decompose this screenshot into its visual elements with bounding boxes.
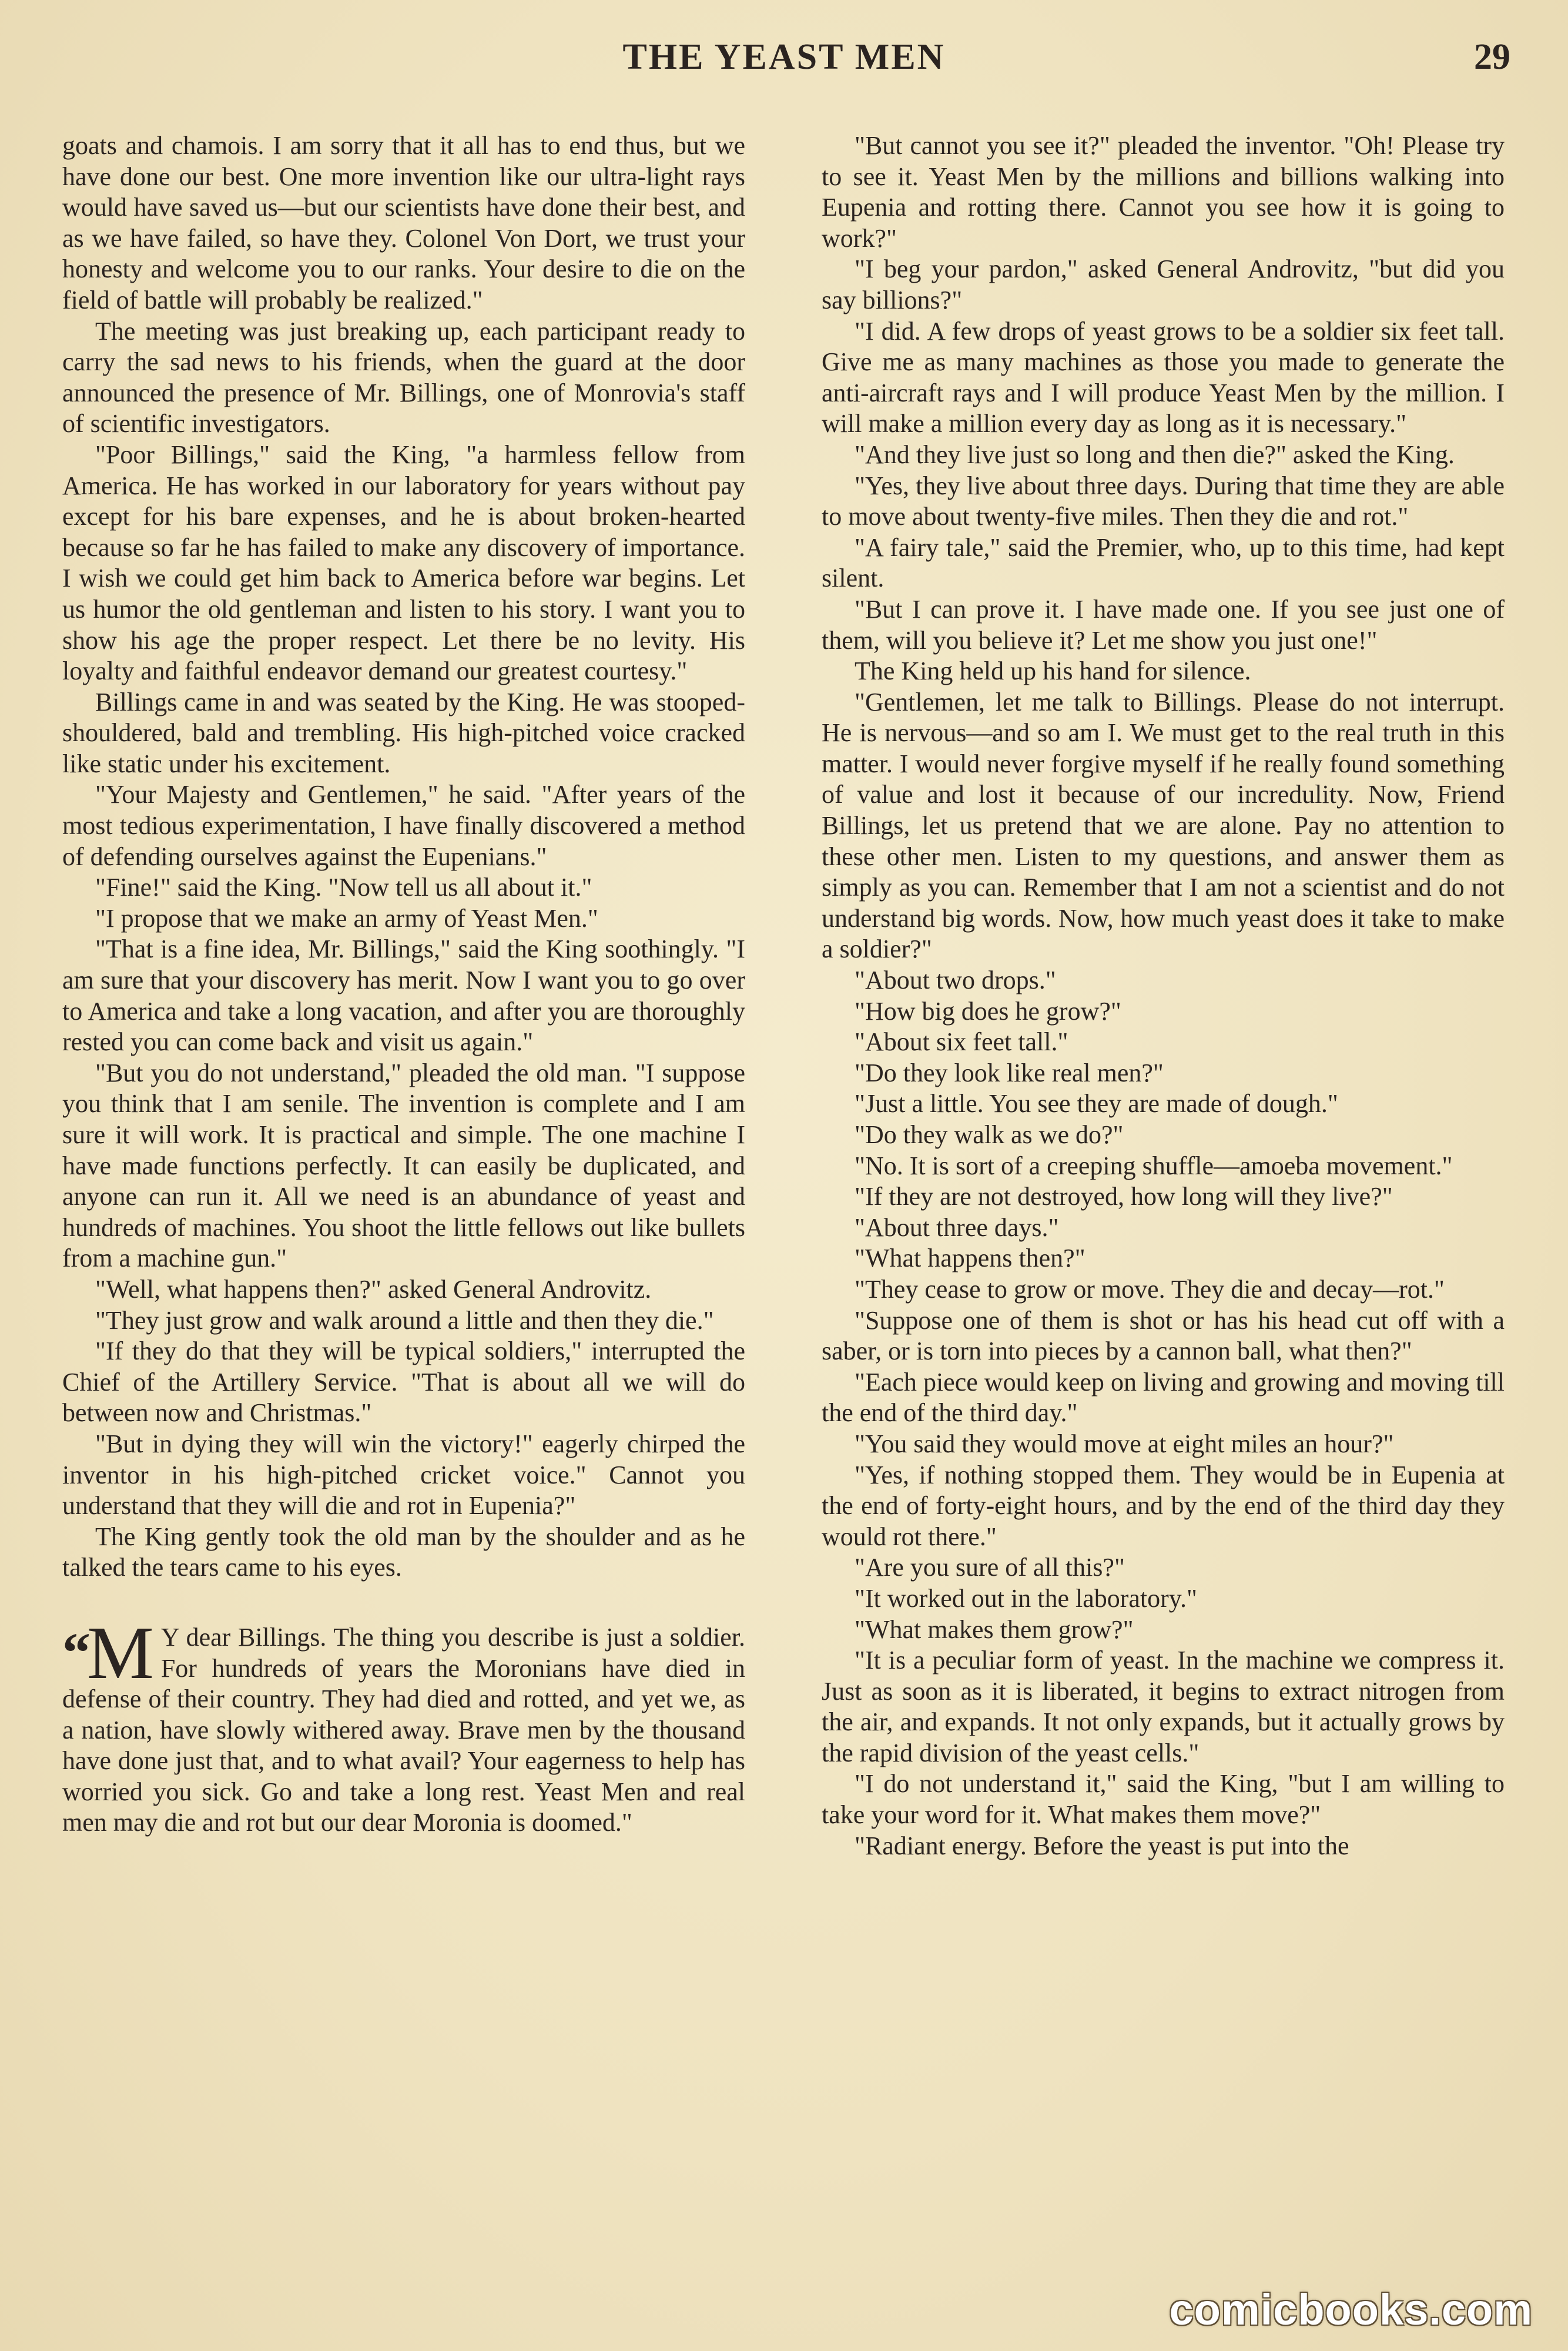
page-number: 29 — [1474, 37, 1510, 77]
paragraph: "A fairy tale," said the Premier, who, up to this time, had kept silent. — [822, 533, 1505, 593]
paragraph: "That is a fine idea, Mr. Billings," said the King soothingly. "I am sure that your discovery has merit. Now I want you to go over to America and take a long vacation, and after you are thoroughly rested you can come back and visit us again." — [62, 935, 745, 1057]
drop-cap-quote: “ — [62, 1620, 87, 1684]
paragraph: "I did. A few drops of yeast grows to be a soldier six feet tall. Give me as many machines as those you made to generate the anti-aircraft rays and I will produce Yeast Men by the million. I will make a million every day as long as it is necessary." — [822, 316, 1505, 438]
paragraph: "Fine!" said the King. "Now tell us all about it." — [95, 873, 592, 902]
paragraph: "They cease to grow or move. They die and decay—rot." — [855, 1274, 1445, 1304]
paragraph: "But in dying they will win the victory!" eagerly chirped the inventor in his high-pitched cricket voice." Cannot you understand that they will die and rot in Eupenia?" — [62, 1429, 745, 1521]
paragraph: "I beg your pardon," asked General Androvitz, "but did you say billions?" — [822, 254, 1505, 314]
paragraph: "What happens then?" — [855, 1244, 1085, 1273]
paragraph: "About three days." — [855, 1213, 1059, 1242]
paragraph: "What makes them grow?" — [855, 1615, 1134, 1644]
dropcap-paragraph — [62, 1610, 745, 1838]
right-column — [822, 130, 1505, 1861]
paragraph: "It is a peculiar form of yeast. In the machine we compress it. Just as soon as it is liberated, it begins to extract nitrogen from the air, and expands. It not only expands, but it actually grows by the rapid division of the yeast cells." — [822, 1646, 1505, 1767]
paragraph: "How big does he grow?" — [855, 996, 1121, 1026]
paragraph: "I do not understand it," said the King, "but I am willing to take your word for it. What makes them move?" — [822, 1769, 1505, 1830]
paragraph: "About six feet tall." — [855, 1027, 1068, 1057]
paragraph: "Suppose one of them is shot or has his head cut off with a saber, or is torn into pieces by a cannon ball, what then?" — [822, 1305, 1505, 1366]
paragraph: Billings came in and was seated by the King. He was stooped-shouldered, bald and trembling. His high-pitched voice cracked like static under his excitement. — [62, 687, 745, 778]
paragraph: "But cannot you see it?" pleaded the inventor. "Oh! Please try to see it. Yeast Men by the millions and billions walking into Eupenia and rotting there. Cannot you see how it is going to work?" — [822, 131, 1505, 253]
paragraph: "Yes, they live about three days. During that time they are able to move about twenty-five miles. Then they die and rot." — [822, 471, 1505, 531]
paragraph: goats and chamois. I am sorry that it all has to end thus, but we have done our best. One more invention like our ultra-light rays would have saved us—but our scientists have done their best, and as we have failed, so have they. Colonel Von Dort, we trust your honesty and welcome you to our ranks. Your desire to die on the field of battle will probably be realized." — [62, 131, 745, 314]
dropcap-paragraph-text: Y dear Billings. The thing you describe is just a soldier. For hundreds of years the Moronians have died in defense of their country. They had died and rotted, and yet we, as a nation, have slowly withered away. Brave men by the thousand have done just that, and to what avail? Your eagerness to help has worried you sick. Go and take a long rest. Yeast Men and real men may die and rot but our dear Moronia is doomed." — [62, 1622, 745, 1837]
paragraph: "Do they walk as we do?" — [855, 1120, 1124, 1149]
paragraph: "No. It is sort of a creeping shuffle—amoeba movement." — [855, 1151, 1453, 1180]
paragraph: "Radiant energy. Before the yeast is put into the — [855, 1831, 1349, 1860]
paragraph: "Are you sure of all this?" — [855, 1553, 1125, 1582]
paragraph: "Do they look like real men?" — [855, 1058, 1164, 1087]
watermark: comicbooks.com — [1169, 2285, 1533, 2334]
drop-cap-letter: M — [87, 1610, 154, 1694]
drop-cap — [62, 1610, 154, 1694]
paragraph: The King gently took the old man by the shoulder and as he talked the tears came to his eyes. — [62, 1522, 745, 1582]
paragraph: "Yes, if nothing stopped them. They would be in Eupenia at the end of forty-eight hours, and by the end of the third day they would rot there." — [822, 1460, 1505, 1551]
paragraph: "But you do not understand," pleaded the old man. "I suppose you think that I am senile. The invention is complete and I am sure it will work. It is practical and simple. The one machine I have made functions perfectly. It can easily be duplicated, and anyone can run it. All we need is an abundance of yeast and hundreds of machines. You shoot the little fellows out like bullets from a machine gun." — [62, 1058, 745, 1273]
running-title: THE YEAST MEN — [622, 37, 946, 77]
paragraph: "I propose that we make an army of Yeast Men." — [95, 903, 598, 933]
paragraph: "Your Majesty and Gentlemen," he said. "After years of the most tedious experimentation, I have finally discovered a method of defending ourselves against the Eupenians." — [62, 780, 745, 871]
paragraph: "Each piece would keep on living and growing and moving till the end of the third day." — [822, 1367, 1505, 1428]
paragraph: "About two drops." — [855, 966, 1056, 995]
paragraph: "They just grow and walk around a little and then they die." — [95, 1305, 714, 1335]
paragraph: "Just a little. You see they are made of dough." — [855, 1089, 1338, 1118]
paragraph: "But I can prove it. I have made one. If you see just one of them, will you believe it? Let me show you just one!" — [822, 594, 1505, 655]
paragraph: The meeting was just breaking up, each participant ready to carry the sad news to his friends, when the guard at the door announced the presence of Mr. Billings, one of Monrovia's staff of scientific investigators. — [62, 316, 745, 438]
paragraph: "If they are not destroyed, how long will they live?" — [855, 1182, 1393, 1211]
paragraph: "It worked out in the laboratory." — [855, 1583, 1197, 1613]
paragraph: "If they do that they will be typical soldiers," interrupted the Chief of the Artillery Service. "That is about all we will do between now and Christmas." — [62, 1337, 745, 1428]
page-header — [0, 36, 1568, 89]
paragraph: The King held up his hand for silence. — [855, 657, 1251, 686]
paragraph: "Gentlemen, let me talk to Billings. Please do not interrupt. He is nervous—and so am I. We must get to the real truth in this matter. I would never forgive myself if he really found something of value and lost it because of our incredulity. Now, Friend Billings, let us pretend that we are alone. Pay no attention to these other men. Listen to my questions, and answer them as simply as you can. Remember that I am not a scientist and do not understand big words. Now, how much yeast does it take to make a soldier?" — [822, 687, 1505, 964]
paragraph: "Well, what happens then?" asked General Androvitz. — [95, 1274, 652, 1304]
paragraph: "Poor Billings," said the King, "a harmless fellow from America. He has worked in our laboratory for years without pay except for his bare expenses, and he is about broken-hearted because so far he has failed to make any discovery of importance. I wish we could get him back to America before war begins. Let us humor the old gentleman and listen to his story. I want you to show his age the proper respect. Let there be no levity. His loyalty and faithful endeavor demand our greatest courtesy." — [62, 440, 745, 686]
left-column — [62, 130, 745, 1838]
paragraph: "And they live just so long and then die?" asked the King. — [855, 440, 1455, 469]
paragraph: "You said they would move at eight miles an hour?" — [855, 1429, 1394, 1458]
